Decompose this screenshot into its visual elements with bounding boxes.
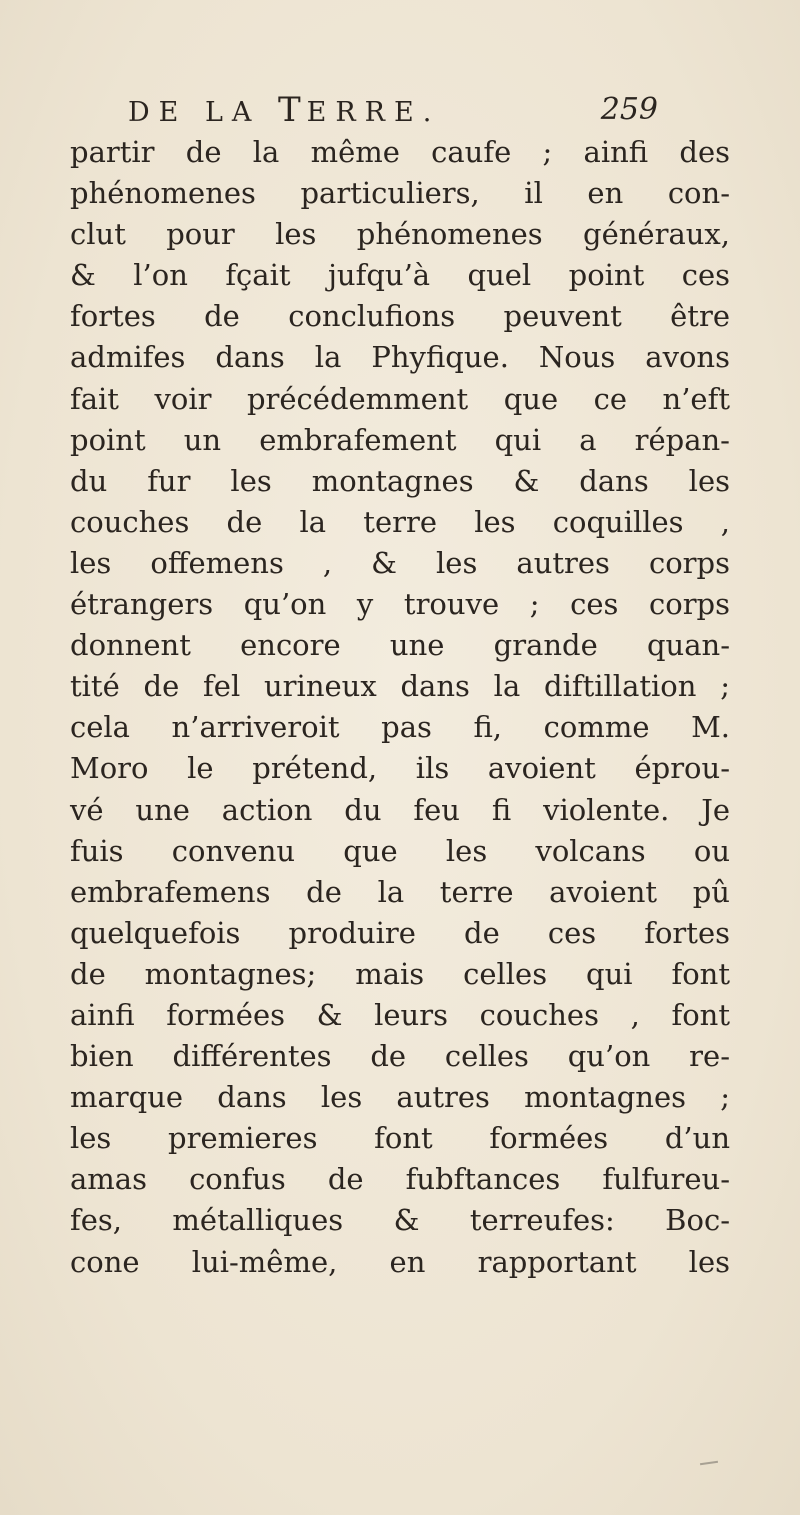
text-line: donnent encore une grande quan-: [70, 628, 730, 663]
page-header: [128, 88, 658, 132]
text-line: du fur les montagnes & dans les: [70, 463, 730, 498]
text-line: tité de fel urineux dans la diftillation ;: [70, 669, 730, 704]
text-line: Moro le prétend, ils avoient éprou-: [70, 751, 730, 786]
text-line: fait voir précédemment que ce n’eft: [70, 381, 730, 416]
text-line: fuis convenu que les volcans ou: [70, 833, 730, 868]
text-line: point un embrafement qui a répan-: [70, 422, 730, 457]
body-text: [70, 132, 730, 1283]
text-line: vé une action du feu fi violente. Je: [70, 792, 730, 827]
text-line: les premieres font formées d’un: [70, 1121, 730, 1156]
text-line: fes, métalliques & terreufes: Boc-: [70, 1203, 730, 1238]
text-line: bien différentes de celles qu’on re-: [70, 1039, 730, 1074]
text-line: partir de la même caufe ; ainfi des: [70, 135, 730, 169]
text-line: couches de la terre les coquilles ,: [70, 504, 730, 539]
running-head-prefix: DE LA: [128, 97, 278, 128]
text-line: amas confus de fubftances fulfureu-: [70, 1162, 730, 1197]
running-head: [128, 88, 440, 135]
text-line: phénomenes particuliers, il en con-: [70, 176, 730, 211]
text-line: ainfi formées & leurs couches , font: [70, 997, 730, 1032]
text-line: cone lui-même, en rapportant les: [70, 1244, 730, 1279]
text-line: clut pour les phénomenes généraux,: [70, 217, 730, 252]
text-line: fortes de conclufions peuvent être: [70, 299, 730, 334]
running-head-rest: ERRE.: [306, 97, 441, 128]
text-line: embrafemens de la terre avoient pû: [70, 874, 730, 909]
paper-mark: [700, 1461, 718, 1465]
text-line: étrangers qu’on y trouve ; ces corps: [70, 587, 730, 622]
text-line: & l’on fçait jufqu’à quel point ces: [70, 258, 730, 293]
running-head-initial: T: [277, 90, 307, 130]
text-line: cela n’arriveroit pas fi, comme M.: [70, 710, 730, 745]
page-number: 259: [600, 92, 658, 127]
text-line: de montagnes; mais celles qui font: [70, 956, 730, 991]
text-line: admifes dans la Phyfique. Nous avons: [70, 340, 730, 375]
text-line: quelquefois produire de ces fortes: [70, 915, 730, 950]
text-line: marque dans les autres montagnes ;: [70, 1080, 730, 1115]
text-line: les offemens , & les autres corps: [70, 545, 730, 580]
